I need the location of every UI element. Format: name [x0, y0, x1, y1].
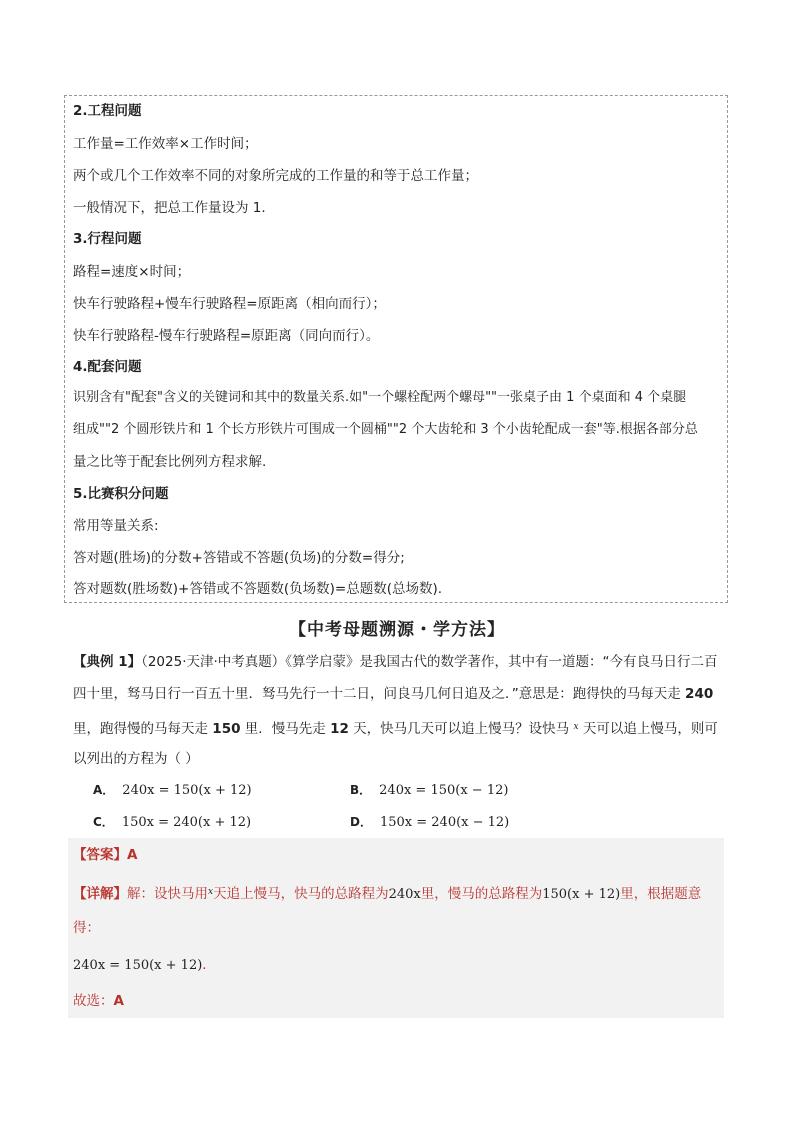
- example-num-150: 150: [212, 721, 241, 737]
- section-3-line-3: 快车行驶路程-慢车行驶路程=原距离（同向而行）。: [73, 328, 380, 344]
- section-heading: 【中考母题溯源・学方法】: [289, 620, 505, 640]
- option-c-equation: 150x = 240(x + 12): [121, 815, 252, 830]
- section-2-title: 2.工程问题: [73, 103, 142, 119]
- example-text-3c: 天，快马几天可以追上慢马？设快马: [348, 721, 574, 737]
- detail-text-1c: 里，慢马的总路程为: [420, 886, 543, 902]
- detail-tag: 【详解】: [73, 886, 127, 902]
- choose-text: 故选：: [73, 993, 114, 1009]
- example-num-240: 240: [685, 686, 714, 702]
- detail-text-1a: 解：设快马用: [127, 886, 208, 902]
- section-4-line-1: 识别含有"配套"含义的关键词和其中的数量关系.如"一个螺栓配两个螺母""一张桌子由 1 个桌面和 4 个桌腿: [73, 390, 687, 405]
- answer-tag: 【答案】: [73, 847, 127, 863]
- section-3-title: 3.行程问题: [73, 231, 142, 247]
- section-4-line-2: 组成""2 个圆形铁片和 1 个长方形铁片可围成一个圆桶""2 个大齿轮和 3 个小齿轮配成一套"等.根据各部分总: [73, 422, 698, 437]
- option-d-equation: 150x = 240(x − 12): [379, 815, 510, 830]
- example-line-2: [73, 684, 713, 704]
- detail-line-1: [73, 882, 701, 905]
- detail-text-1d: 里，根据题意: [620, 886, 702, 902]
- option-b-equation: 240x = 150(x − 12): [379, 783, 509, 798]
- example-text-3d: 天可以追上慢马，则可: [578, 721, 718, 737]
- section-5-line-2: 答对题(胜场)的分数+答错或不答题(负场)的分数=得分;: [73, 550, 405, 566]
- example-text-3b: 里．慢马先走: [240, 721, 331, 737]
- detail-eq-3: 240x = 150(x + 12): [73, 958, 203, 973]
- option-a[interactable]: [93, 781, 252, 800]
- option-a-label: A．: [93, 783, 115, 797]
- section-5-title: 5.比赛积分问题: [73, 486, 169, 502]
- section-5-line-1: 常用等量关系:: [73, 518, 159, 534]
- example-line-1: [73, 652, 718, 672]
- option-b-label: B．: [350, 783, 372, 797]
- choose-line: [73, 991, 124, 1011]
- detail-eq-3-end: ．: [202, 957, 216, 973]
- section-3-line-2: 快车行驶路程+慢车行驶路程=原距离（相向而行）；: [73, 296, 386, 312]
- detail-eq-2: 150(x + 12): [542, 887, 621, 902]
- section-5-line-3: 答对题数(胜场数)+答错或不答题数(负场数)=总题数(总场数).: [73, 581, 443, 597]
- example-source: （2025·天津·中考真题）: [141, 654, 286, 670]
- answer-panel: [68, 838, 724, 1018]
- choose-value: A: [113, 993, 124, 1009]
- example-line-3: [73, 717, 718, 739]
- option-d[interactable]: [350, 813, 509, 832]
- section-4-title: 4.配套问题: [73, 359, 142, 375]
- option-c[interactable]: [93, 813, 251, 832]
- detail-text-1b: 天追上慢马，快马的总路程为: [213, 886, 389, 902]
- example-num-12: 12: [330, 721, 349, 737]
- example-text-3a: 里，跑得慢的马每天走: [73, 721, 213, 737]
- section-3-line-1: 路程=速度×时间；: [73, 264, 191, 280]
- detail-var-x: x: [208, 887, 214, 897]
- option-c-label: C．: [93, 815, 114, 829]
- example-text-2: 四十里，驽马日行一百五十里．驽马先行一十二日，问良马几何日追及之．”意思是：跑得快的马每天走: [73, 686, 686, 702]
- section-2-line-2: 两个或几个工作效率不同的对象所完成的工作量的和等于总工作量；: [73, 168, 478, 184]
- section-4-line-3: 量之比等于配套比例列方程求解.: [73, 454, 267, 470]
- option-a-equation: 240x = 150(x + 12): [122, 783, 252, 798]
- section-2-line-1: 工作量=工作效率×工作时间；: [73, 136, 258, 152]
- detail-eq-1: 240x: [388, 887, 421, 902]
- answer-value: A: [127, 847, 138, 863]
- example-var-x: x: [573, 722, 579, 732]
- example-tag: 【典例 1】: [73, 654, 142, 670]
- detail-line-2: 得：: [73, 920, 100, 936]
- section-2-line-3: 一般情况下，把总工作量设为 1.: [73, 200, 266, 216]
- example-line-4: 以列出的方程为（ ）: [73, 751, 199, 767]
- detail-line-3: [73, 955, 216, 976]
- answer-line: [73, 845, 137, 865]
- option-d-label: D．: [350, 815, 372, 829]
- example-text-1: 《算学启蒙》是我国古代的数学著作，其中有一道题：“今有良马日行二百: [285, 654, 718, 670]
- option-b[interactable]: [350, 781, 508, 800]
